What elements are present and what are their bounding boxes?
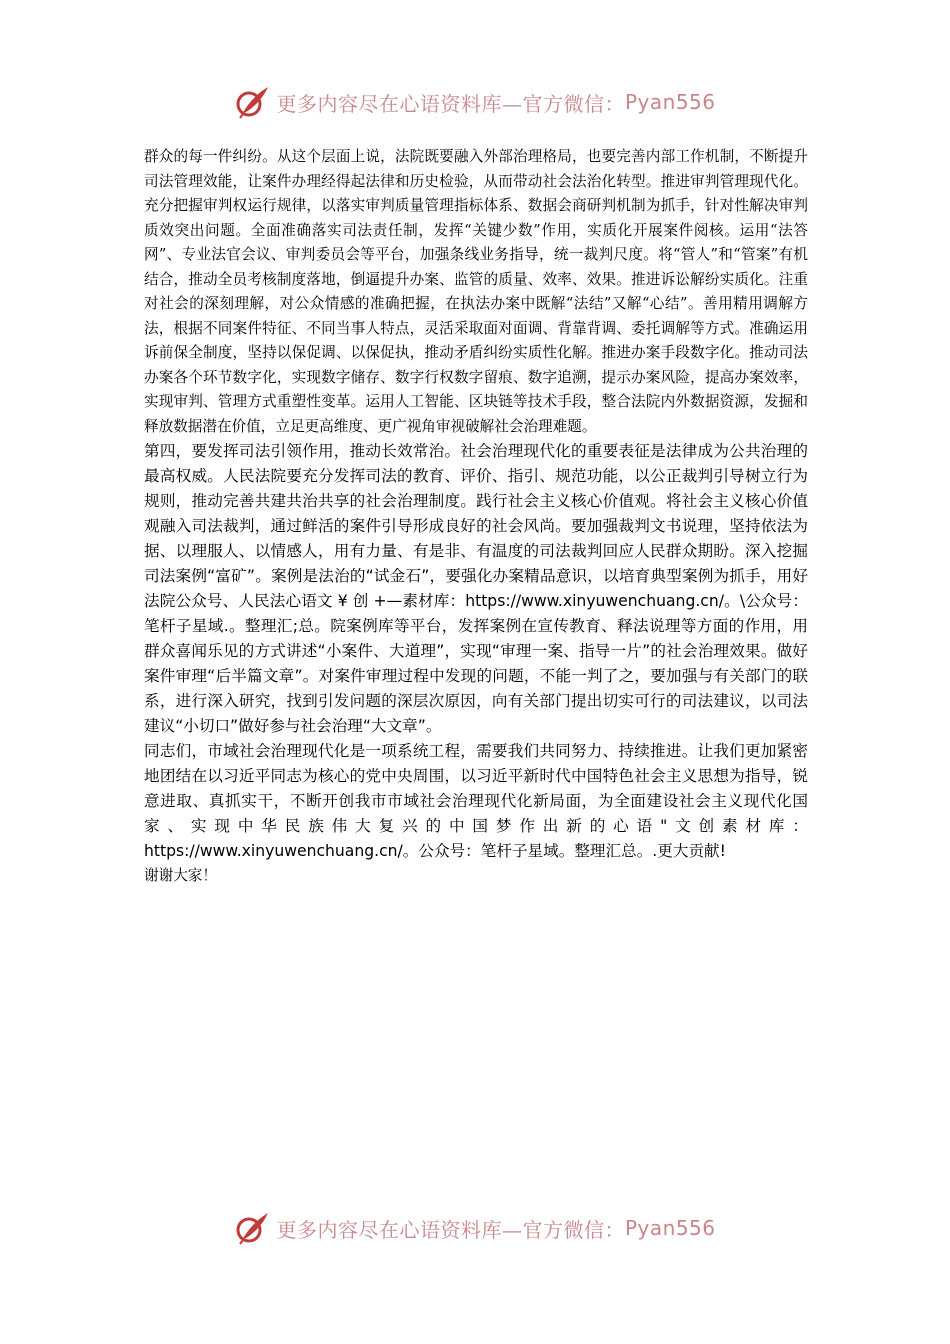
document-body bbox=[144, 145, 808, 888]
paragraph-3: 同志们，市域社会治理现代化是一项系统工程，需要我们共同努力、持续推进。让我们更加紧密地团结在以习近平同志为核心的党中央周围，以习近平新时代中国特色社会主义思想为指导，锐意进取、真抓实干，不断开创我市市域社会治理现代化新局面，为全面建设社会主义现代化国家、实现中华民族伟大复兴的中国梦作出新的心语"文创素材库：https://www.xinyuwenchuang.cn/。公众号：笔杆子星域。整理汇总。.更大贡献! bbox=[144, 742, 808, 860]
footer-wechat-id: Pyan556 bbox=[624, 1216, 716, 1240]
header-wechat-id: Pyan556 bbox=[624, 90, 716, 114]
header-brand-text: 更多内容尽在心语资料库—官方微信： bbox=[276, 91, 625, 116]
paragraph-1: 群众的每一件纠纷。从这个层面上说，法院既要融入外部治理格局，也要完善内部工作机制，不断提升司法管理效能，让案件办理经得起法律和历史检验，从而带动社会法治化转型。推进审判管理现代化。充分把握审判权运行规律，以落实审判质量管理指标体系、数据会商研判机制为抓手，针对性解决审判质效突出问题。全面准确落实司法责任制，发挥“关键少数”作用，实质化开展案件阅核。运用“法答网”、专业法官会议、审判委员会等平台，加强条线业务指导，统一裁判尺度。将“管人”和“管案”有机结合，推动全员考核制度落地，倒逼提升办案、监管的质量、效率、效果。推进诉讼解纷实质化。注重对社会的深刻理解，对公众情感的准确把握，在执法办案中既解“法结”又解“心结”。善用精用调解方法，根据不同案件特征、不同当事人特点，灵活采取面对面调、背靠背调、委托调解等方式。准确运用诉前保全制度，坚持以保促调、以保促执，推动矛盾纠纷实质性化解。推进办案手段数字化。推动司法办案各个环节数字化，实现数字储存、数字行权数字留痕、数字追溯，提示办案风险，提高办案效率，实现审判、管理方式重塑性变革。运用人工智能、区块链等技术手段，整合法院内外数据资源，发掘和释放数据潜在价值，立足更高维度、更广视角审视破解社会治理难题。 bbox=[144, 148, 808, 435]
quill-pen-logo-icon bbox=[234, 1210, 270, 1246]
footer-brand-text: 更多内容尽在心语资料库—官方微信： bbox=[276, 1217, 625, 1242]
paragraph-2: 第四，要发挥司法引领作用，推动长效常治。社会治理现代化的重要表征是法律成为公共治理的最高权威。人民法院要充分发挥司法的教育、评价、指引、规范功能，以公正裁判引导树立行为规则，推动完善共建共治共享的社会治理制度。践行社会主义核心价值观。将社会主义核心价值观融入司法裁判，通过鲜活的案件引导形成良好的社会风尚。要加强裁判文书说理，坚持依法为据、以理服人、以情感人，用有力量、有是非、有温度的司法裁判回应人民群众期盼。深入挖掘司法案例“富矿”。案例是法治的“试金石”，要强化办案精品意识，以培育典型案例为抓手，用好法院公众号、人民法心语文 ¥ 创 +—素材库：https://www.xinyuwenchuang.cn/。\公众号：笔杆子星域.。整理汇;总。院案例库等平台，发挥案例在宣传教育、释法说理等方面的作用，用群众喜闻乐见的方式讲述“小案件、大道理”，实现“审理一案、指导一片”的社会治理效果。做好案件审理“后半篇文章”。对案件审理过程中发现的问题，不能一判了之，要加强与有关部门的联系，进行深入研究，找到引发问题的深层次原因，向有关部门提出切实可行的司法建议，以司法建议“小切口”做好参与社会治理“大文章”。 bbox=[144, 442, 808, 735]
quill-pen-logo-icon bbox=[234, 84, 270, 120]
header-banner bbox=[0, 82, 950, 122]
paragraph-4-thanks: 谢谢大家！ bbox=[144, 867, 217, 884]
footer-banner bbox=[0, 1208, 950, 1248]
